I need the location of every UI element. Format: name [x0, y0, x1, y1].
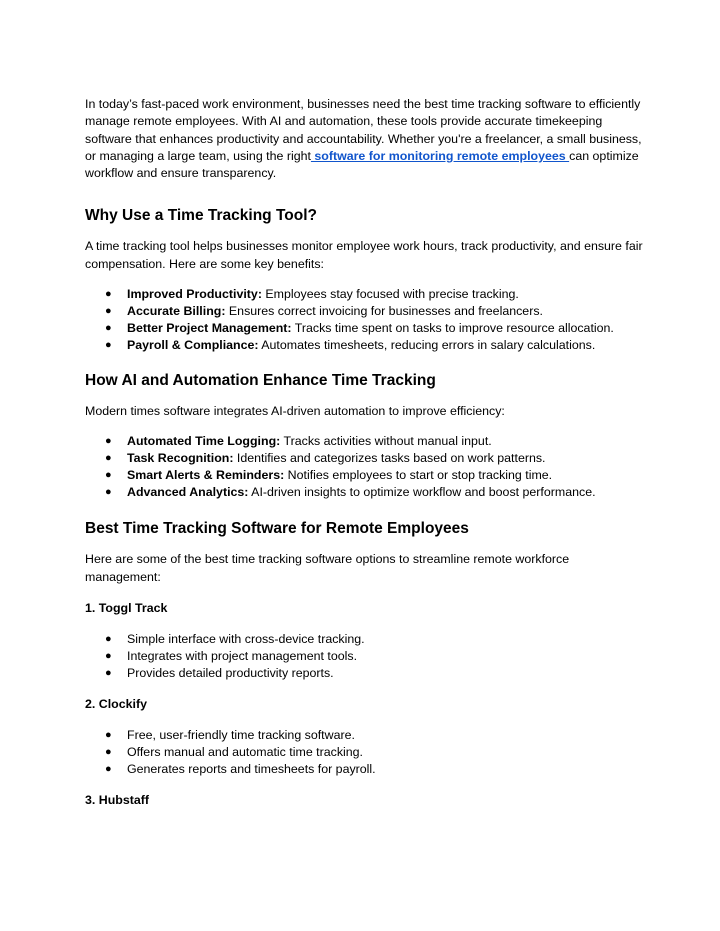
list-item — [85, 648, 645, 665]
section-heading-best-software: Best Time Tracking Software for Remote Employees — [85, 520, 469, 538]
bullet-icon: ● — [105, 288, 112, 301]
item-text: Offers manual and automatic time tracking. — [127, 744, 363, 759]
list-item — [85, 484, 645, 501]
section1-paragraph: A time tracking tool helps businesses monitor employee work hours, track productivity, and ensure fair compensation. Here are some key benefits: — [85, 239, 643, 271]
list-item — [85, 337, 645, 354]
item-text: Employees stay focused with precise tracking. — [261, 287, 519, 302]
bullet-icon: ● — [105, 322, 112, 335]
bullet-icon: ● — [105, 452, 112, 465]
bullet-icon: ● — [105, 469, 112, 482]
section3-paragraph: Here are some of the best time tracking software options to streamline remote workforce management: — [85, 552, 570, 584]
list-item — [85, 744, 645, 761]
section-heading-ai-automation: How AI and Automation Enhance Time Tracking — [85, 372, 436, 390]
item-bold-label: Improved Productivity: — [127, 287, 262, 302]
list-item — [85, 761, 645, 778]
item-text: Free, user-friendly time tracking software. — [127, 727, 355, 742]
item-text: Integrates with project management tools. — [127, 648, 358, 663]
section-heading-why-use: Why Use a Time Tracking Tool? — [85, 207, 317, 225]
list-item — [85, 433, 645, 450]
list-item — [85, 320, 645, 337]
clockify-features-list — [85, 727, 645, 778]
list-item — [85, 286, 645, 303]
item-text: Generates reports and timesheets for payroll. — [127, 761, 376, 776]
bullet-icon: ● — [105, 649, 112, 662]
item-text: Identifies and categorizes tasks based on work patterns. — [233, 451, 546, 466]
item-text: Notifies employees to start or stop tracking time. — [284, 468, 553, 483]
bullet-icon: ● — [105, 728, 112, 741]
item-text: AI-driven insights to optimize workflow and boost performance. — [248, 485, 596, 500]
item-text: Automates timesheets, reducing errors in salary calculations. — [258, 338, 596, 353]
list-item — [85, 303, 645, 320]
benefits-list — [85, 286, 645, 354]
item-text: Provides detailed productivity reports. — [127, 665, 334, 680]
tool-title-toggl: 1. Toggl Track — [85, 600, 168, 615]
intro-text-before: In today’s fast-paced work environment, businesses need the best time tracking software to efficiently manage remote employees. With AI and automation, these tools provide accurate timekeeping software that enhances productivity and accountability. Whether you're a freelancer, a small business, or managing a large team, using the right — [85, 97, 642, 163]
list-item — [85, 450, 645, 467]
item-bold-label: Smart Alerts & Reminders: — [127, 468, 285, 483]
item-bold-label: Accurate Billing: — [127, 304, 226, 319]
toggl-features-list — [85, 631, 645, 682]
item-text: Simple interface with cross-device tracking. — [127, 631, 365, 646]
bullet-icon: ● — [105, 486, 112, 499]
bullet-icon: ● — [105, 762, 112, 775]
list-item — [85, 631, 645, 648]
bullet-icon: ● — [105, 435, 112, 448]
software-monitoring-link[interactable]: software for monitoring remote employees — [310, 148, 570, 163]
intro-paragraph — [85, 96, 645, 182]
bullet-icon: ● — [105, 666, 112, 679]
intro-text-after: can optimize workflow and ensure transparency. — [85, 148, 639, 181]
list-item — [85, 727, 645, 744]
document-page — [85, 96, 645, 809]
list-item — [85, 467, 645, 484]
tool-title-hubstaff: 3. Hubstaff — [85, 792, 150, 807]
tool-title-clockify: 2. Clockify — [85, 696, 147, 711]
item-bold-label: Advanced Analytics: — [127, 485, 249, 500]
item-text: Tracks time spent on tasks to improve resource allocation. — [291, 321, 614, 336]
item-bold-label: Payroll & Compliance: — [127, 338, 259, 353]
list-item — [85, 665, 645, 682]
bullet-icon: ● — [105, 632, 112, 645]
bullet-icon: ● — [105, 305, 112, 318]
item-bold-label: Task Recognition: — [127, 451, 234, 466]
bullet-icon: ● — [105, 745, 112, 758]
ai-features-list — [85, 433, 645, 501]
item-text: Ensures correct invoicing for businesses and freelancers. — [225, 304, 543, 319]
bullet-icon: ● — [105, 339, 112, 352]
section2-paragraph: Modern times software integrates AI-driven automation to improve efficiency: — [85, 404, 505, 419]
item-bold-label: Better Project Management: — [127, 321, 292, 336]
item-bold-label: Automated Time Logging: — [127, 434, 281, 449]
item-text: Tracks activities without manual input. — [280, 434, 492, 449]
